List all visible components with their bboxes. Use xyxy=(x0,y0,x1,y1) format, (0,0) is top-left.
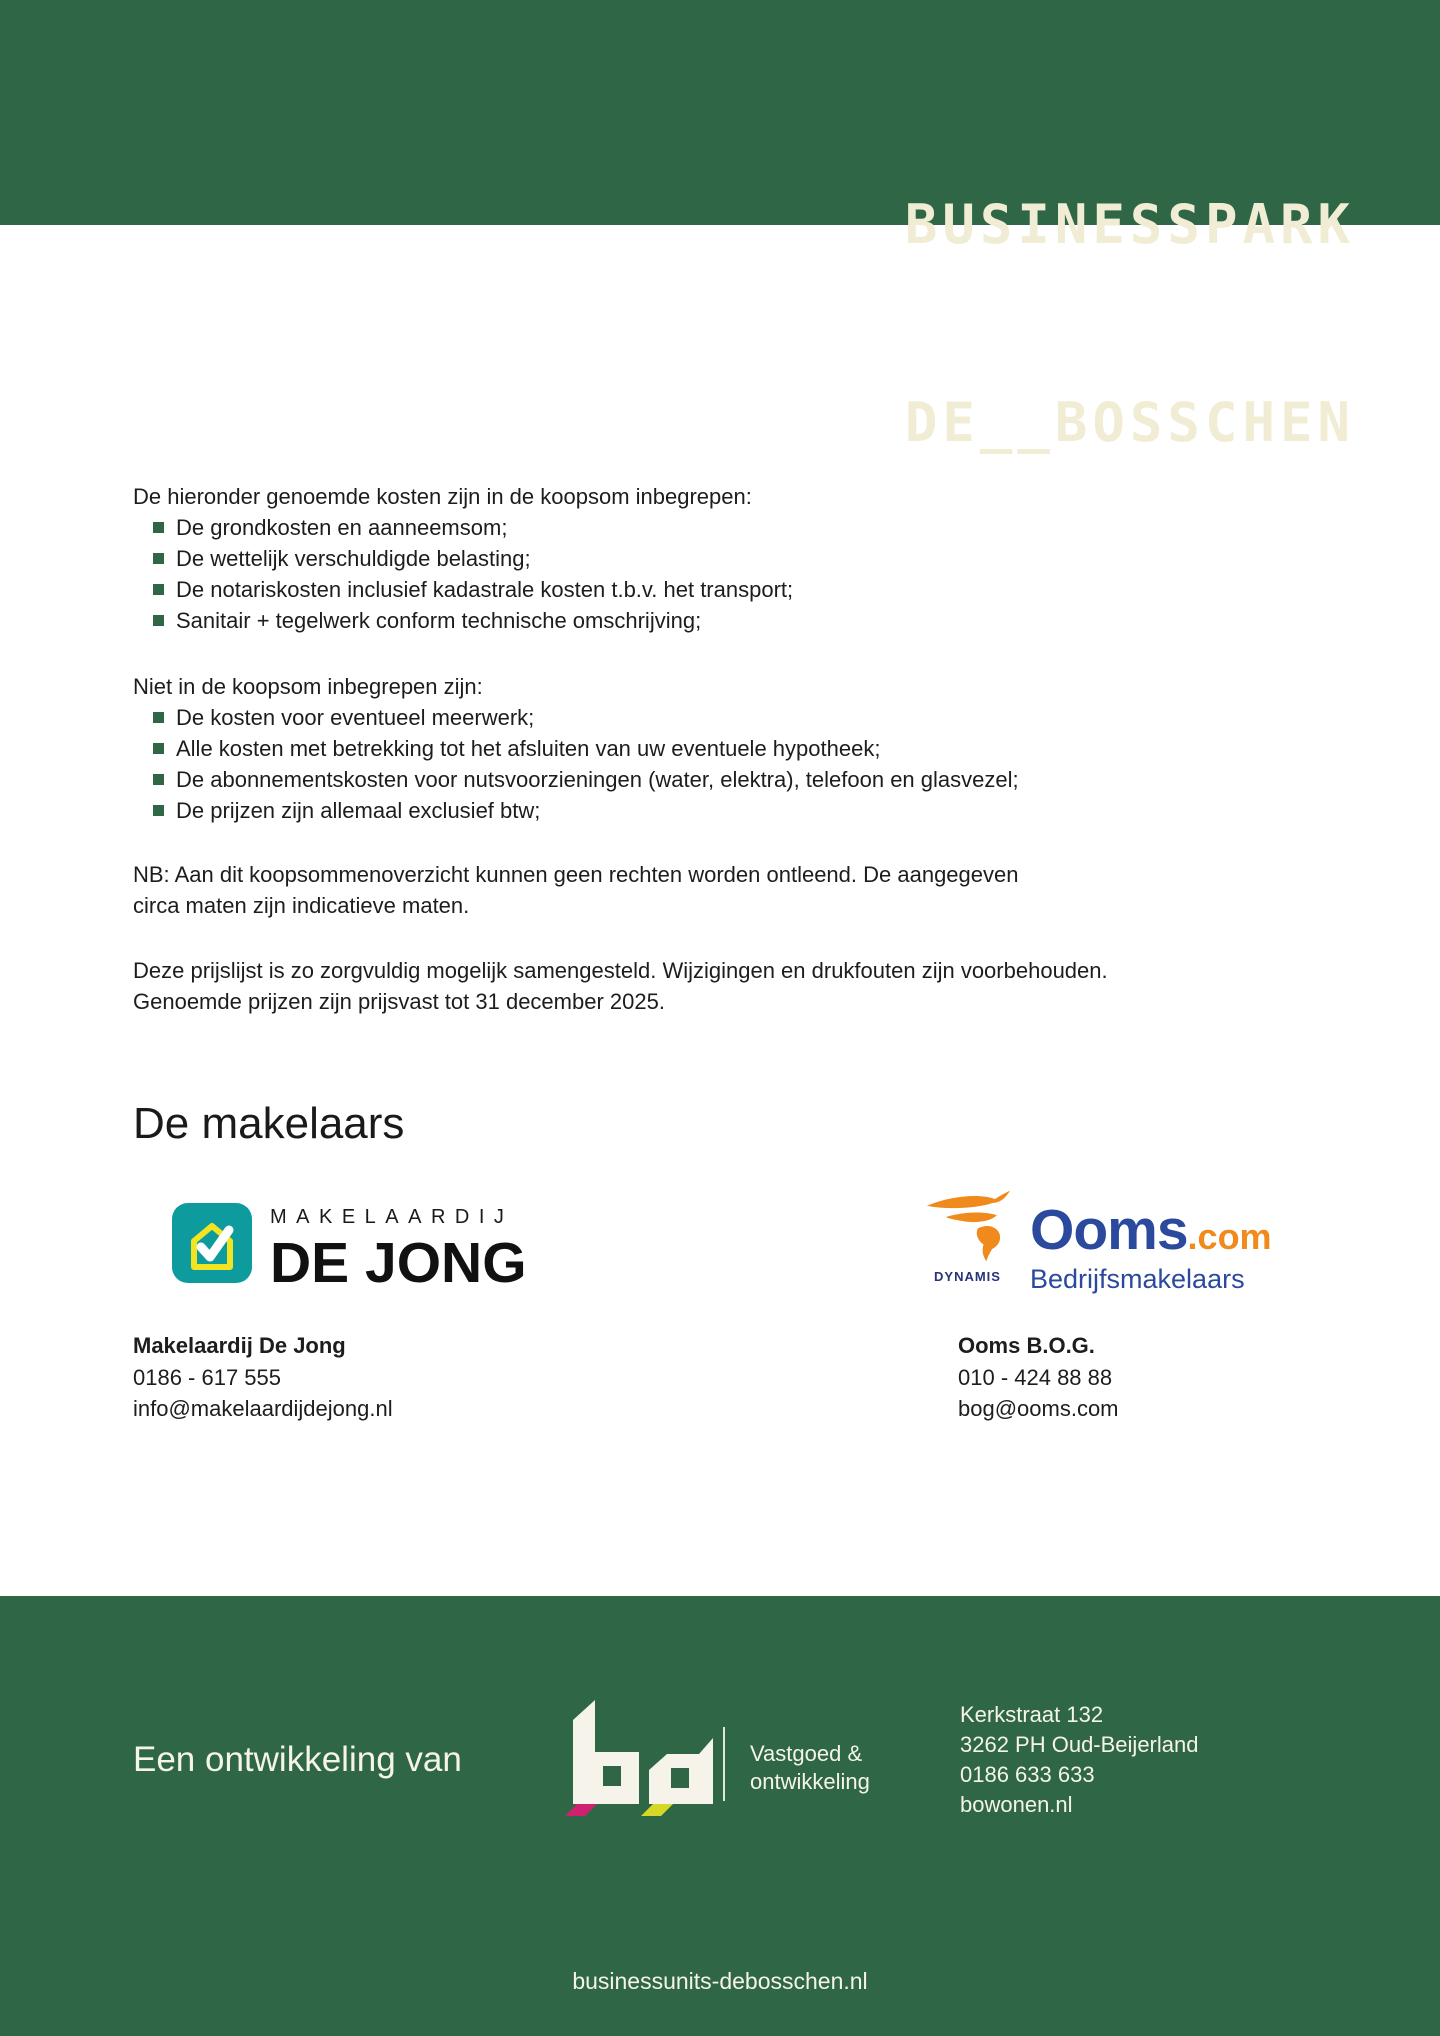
bo-monogram-icon xyxy=(565,1692,715,1825)
list-item xyxy=(133,733,1019,764)
disclaimer-line: Genoemde prijzen zijn prijsvast tot 31 december 2025. xyxy=(133,989,665,1014)
house-check-icon xyxy=(172,1203,252,1292)
ooms-logo xyxy=(925,1190,1272,1300)
square-bullet-icon xyxy=(153,615,164,626)
list-item xyxy=(133,574,793,605)
included-costs-section xyxy=(133,481,793,636)
square-bullet-icon xyxy=(153,805,164,816)
square-bullet-icon xyxy=(153,553,164,564)
dejong-wordmark-bottom: DE JONG xyxy=(270,1231,527,1295)
dejong-phone: 0186 - 617 555 xyxy=(133,1364,282,1390)
disclaimer-line: Deze prijslijst is zo zorgvuldig mogelijk samengesteld. Wijzigingen en drukfouten zijn voorbehouden. xyxy=(133,958,1108,983)
dynamis-wind-icon xyxy=(925,1249,1010,1266)
list-item xyxy=(133,605,793,636)
developer-address-city: 3262 PH Oud-Beijerland xyxy=(960,1732,1199,1757)
square-bullet-icon xyxy=(153,712,164,723)
list-item-text: De prijzen zijn allemaal exclusief btw; xyxy=(176,798,541,823)
list-item-text: De abonnementskosten voor nutsvoorzieningen (water, elektra), telefoon en glasvezel; xyxy=(176,767,1019,792)
nb-paragraph xyxy=(133,859,1018,921)
list-item xyxy=(133,764,1019,795)
list-item xyxy=(133,702,1019,733)
list-item-text: De grondkosten en aanneemsom; xyxy=(176,515,508,540)
ooms-email[interactable]: bog@ooms.com xyxy=(958,1396,1119,1421)
brand-line2: DE__BOSSCHEN xyxy=(904,391,1355,454)
list-item xyxy=(133,795,1019,826)
header-banner xyxy=(0,0,1440,454)
square-bullet-icon xyxy=(153,522,164,533)
included-heading: De hieronder genoemde kosten zijn in de koopsom inbegrepen: xyxy=(133,484,752,509)
dynamis-label: DYNAMIS xyxy=(934,1269,1001,1284)
dejong-wordmark xyxy=(270,1203,527,1295)
ooms-phone: 010 - 424 88 88 xyxy=(958,1364,1113,1390)
dejong-contact-block xyxy=(133,1330,393,1425)
list-item-text: De wettelijk verschuldigde belasting; xyxy=(176,546,531,571)
square-bullet-icon xyxy=(153,774,164,785)
ooms-name: Ooms B.O.G. xyxy=(958,1333,1095,1358)
brand-logo xyxy=(905,60,1355,588)
bo-tagline-line1: Vastgoed & xyxy=(750,1741,863,1766)
footer-divider xyxy=(723,1727,725,1801)
development-label: Een ontwikkeling van xyxy=(133,1740,462,1779)
bo-tagline xyxy=(750,1740,870,1796)
ooms-wordmark-name: Ooms xyxy=(1030,1198,1188,1262)
brand-line1: BUSINESSPARK xyxy=(904,193,1355,256)
list-item-text: De kosten voor eventueel meerwerk; xyxy=(176,705,535,730)
dejong-name: Makelaardij De Jong xyxy=(133,1333,346,1358)
excluded-heading: Niet in de koopsom inbegrepen zijn: xyxy=(133,674,483,699)
developer-phone: 0186 633 633 xyxy=(960,1762,1095,1787)
ooms-wordmark xyxy=(1030,1198,1272,1295)
excluded-costs-section xyxy=(133,671,1019,826)
disclaimer-paragraph xyxy=(133,955,1108,1017)
ooms-contact-block xyxy=(958,1330,1119,1425)
developer-website-link[interactable]: bowonen.nl xyxy=(960,1792,1073,1817)
nb-line: NB: Aan dit koopsommenoverzicht kunnen geen rechten worden ontleend. De aangegeven xyxy=(133,862,1019,887)
square-bullet-icon xyxy=(153,743,164,754)
ooms-wordmark-sub: Bedrijfsmakelaars xyxy=(1030,1264,1245,1294)
list-item xyxy=(133,543,793,574)
list-item-text: Sanitair + tegelwerk conform technische omschrijving; xyxy=(176,608,702,633)
dejong-wordmark-top: MAKELAARDIJ xyxy=(270,1206,514,1228)
developer-address-street: Kerkstraat 132 xyxy=(960,1702,1104,1727)
bo-tagline-line2: ontwikkeling xyxy=(750,1769,870,1794)
dejong-email[interactable]: info@makelaardijdejong.nl xyxy=(133,1396,393,1421)
brokers-heading: De makelaars xyxy=(133,1099,405,1148)
square-bullet-icon xyxy=(153,584,164,595)
list-item-text: De notariskosten inclusief kadastrale kosten t.b.v. het transport; xyxy=(176,577,794,602)
list-item-text: Alle kosten met betrekking tot het afsluiten van uw eventuele hypotheek; xyxy=(176,736,881,761)
ooms-wordmark-tld: .com xyxy=(1187,1216,1272,1257)
developer-contact-block xyxy=(960,1700,1198,1820)
project-website-link[interactable]: businessunits-debosschen.nl xyxy=(572,1968,868,1994)
nb-line: circa maten zijn indicatieve maten. xyxy=(133,893,470,918)
dejong-logo xyxy=(172,1203,527,1295)
list-item xyxy=(133,512,793,543)
dynamis-mark xyxy=(925,1190,1010,1284)
